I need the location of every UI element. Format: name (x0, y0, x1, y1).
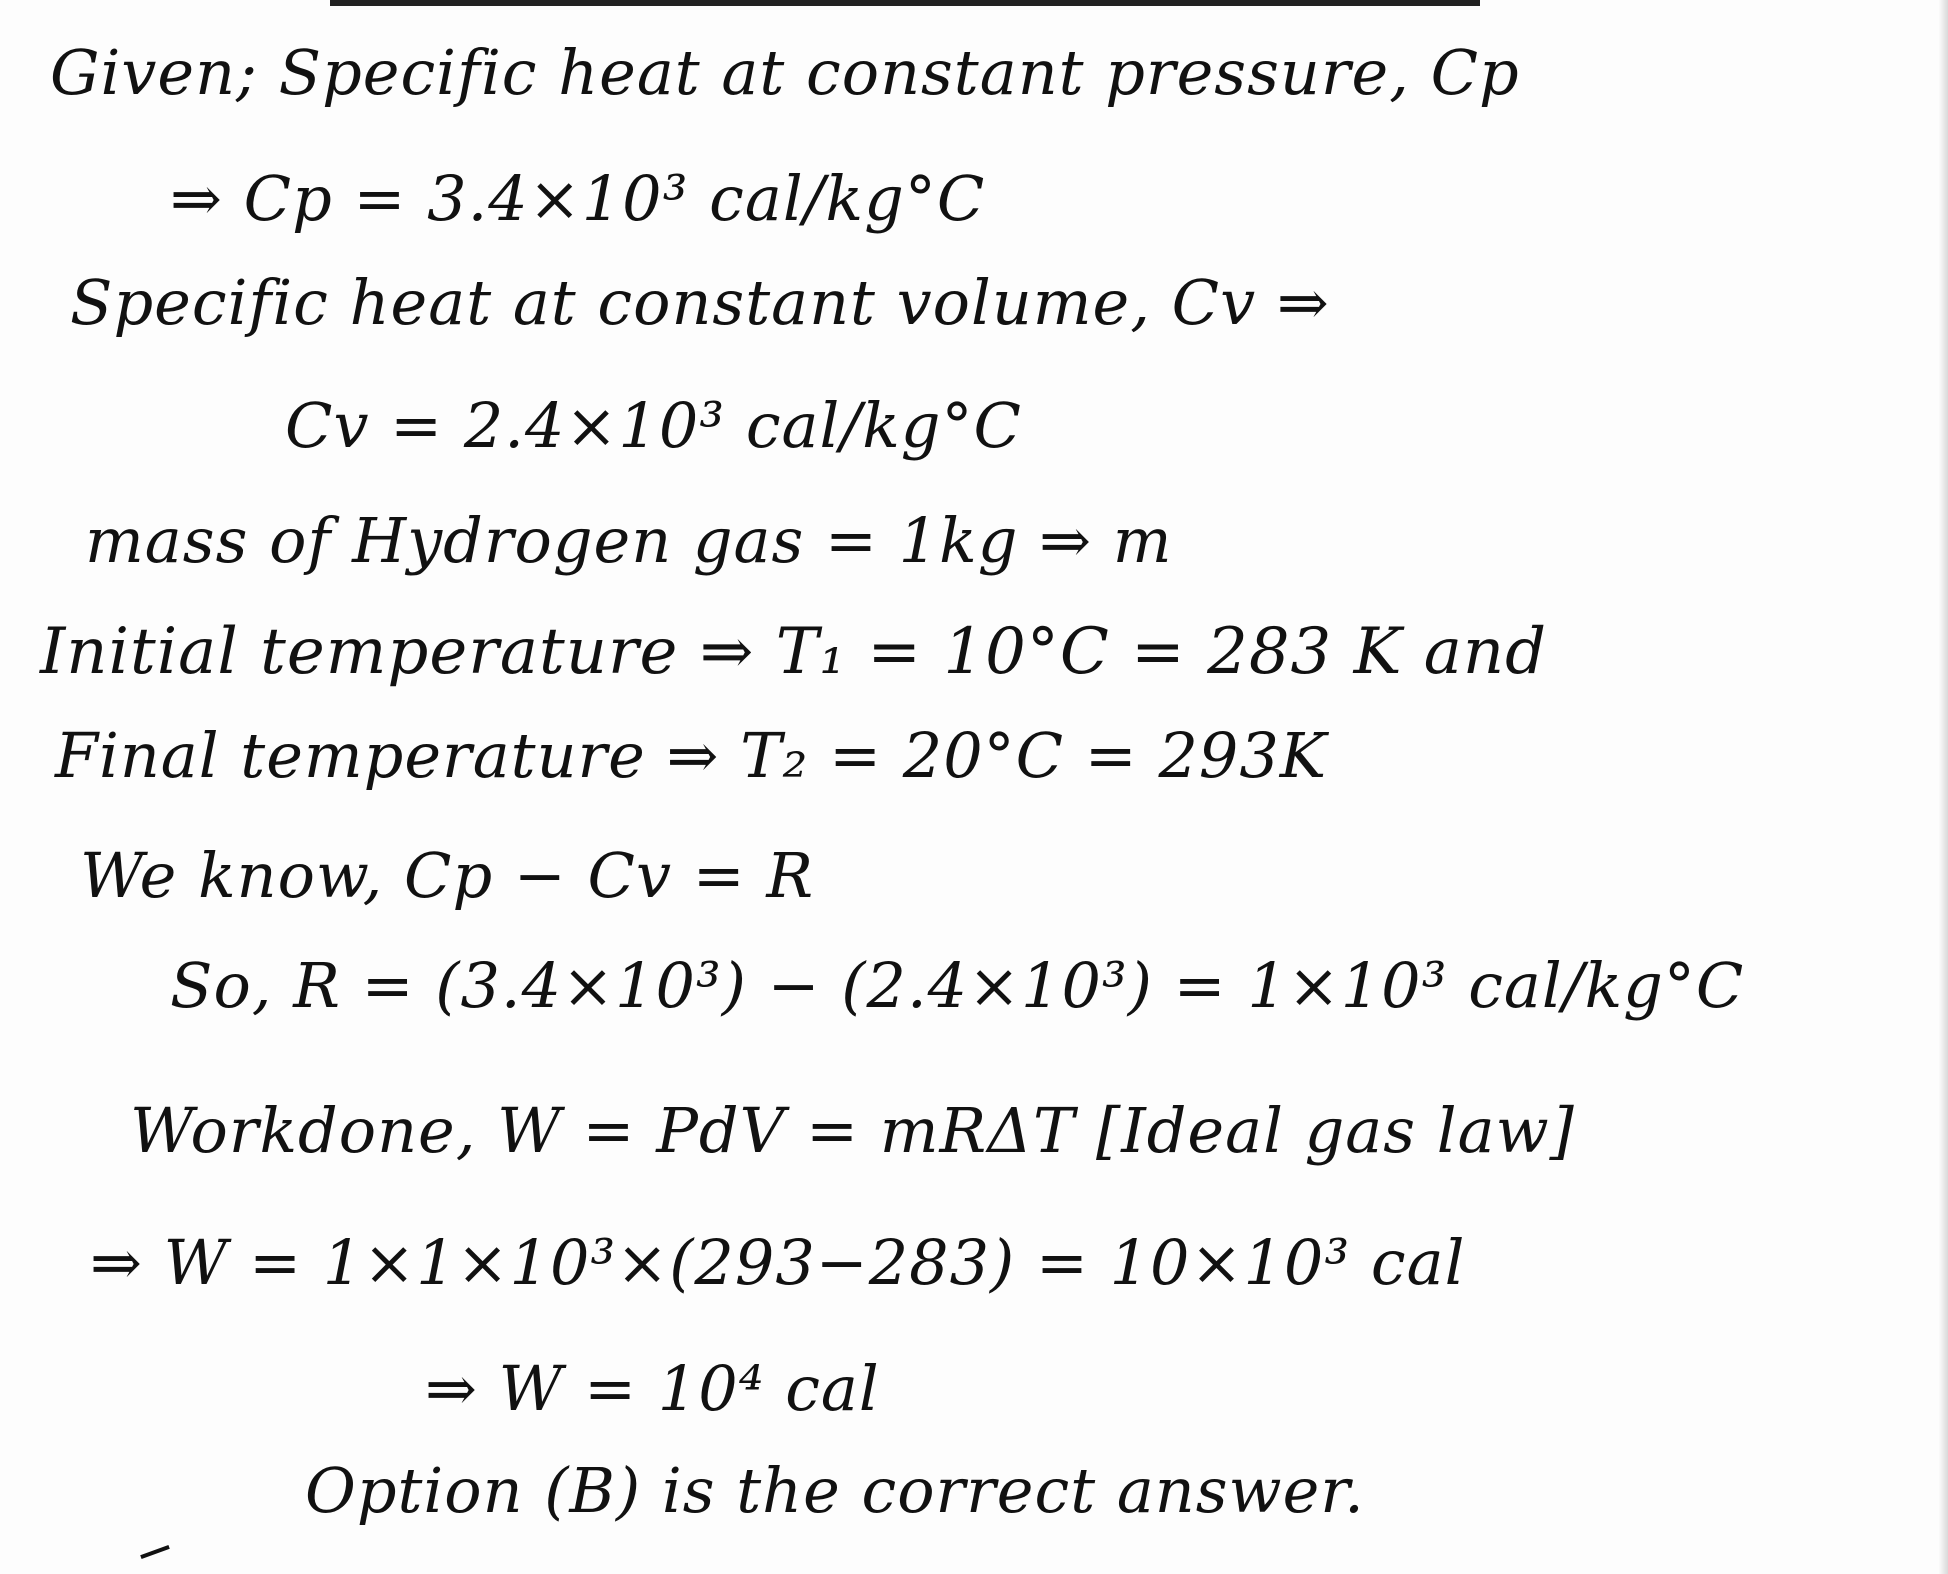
page-right-edge (1938, 0, 1948, 1574)
answer-line: Option (B) is the correct answer. (305, 1454, 1365, 1527)
given-cp-heading: Given; Specific heat at constant pressure, Cp (50, 36, 1520, 109)
r-calculation-line: So, R = (3.4×10³) − (2.4×10³) = 1×10³ cal/kg°C (170, 949, 1745, 1022)
workdone-formula-line: Workdone, W = PdV = mRΔT [Ideal gas law] (130, 1094, 1575, 1167)
top-border-line (330, 0, 1480, 6)
mass-line: mass of Hydrogen gas = 1kg ⇒ m (85, 504, 1173, 577)
pen-mark (140, 1545, 170, 1559)
cv-value: Cv = 2.4×10³ cal/kg°C (285, 389, 1022, 462)
cp-value: ⇒ Cp = 3.4×10³ cal/kg°C (170, 162, 986, 235)
work-result-line: ⇒ W = 10⁴ cal (425, 1352, 880, 1425)
initial-temperature-line: Initial temperature ⇒ T₁ = 10°C = 283 K and (40, 615, 1548, 689)
work-substitution-line: ⇒ W = 1×1×10³×(293−283) = 10×10³ cal (90, 1226, 1466, 1299)
relation-line: We know, Cp − Cv = R (80, 839, 815, 912)
final-temperature-line: Final temperature ⇒ T₂ = 20°C = 293K (55, 719, 1328, 792)
given-cv-heading: Specific heat at constant volume, Cv ⇒ (70, 266, 1330, 339)
